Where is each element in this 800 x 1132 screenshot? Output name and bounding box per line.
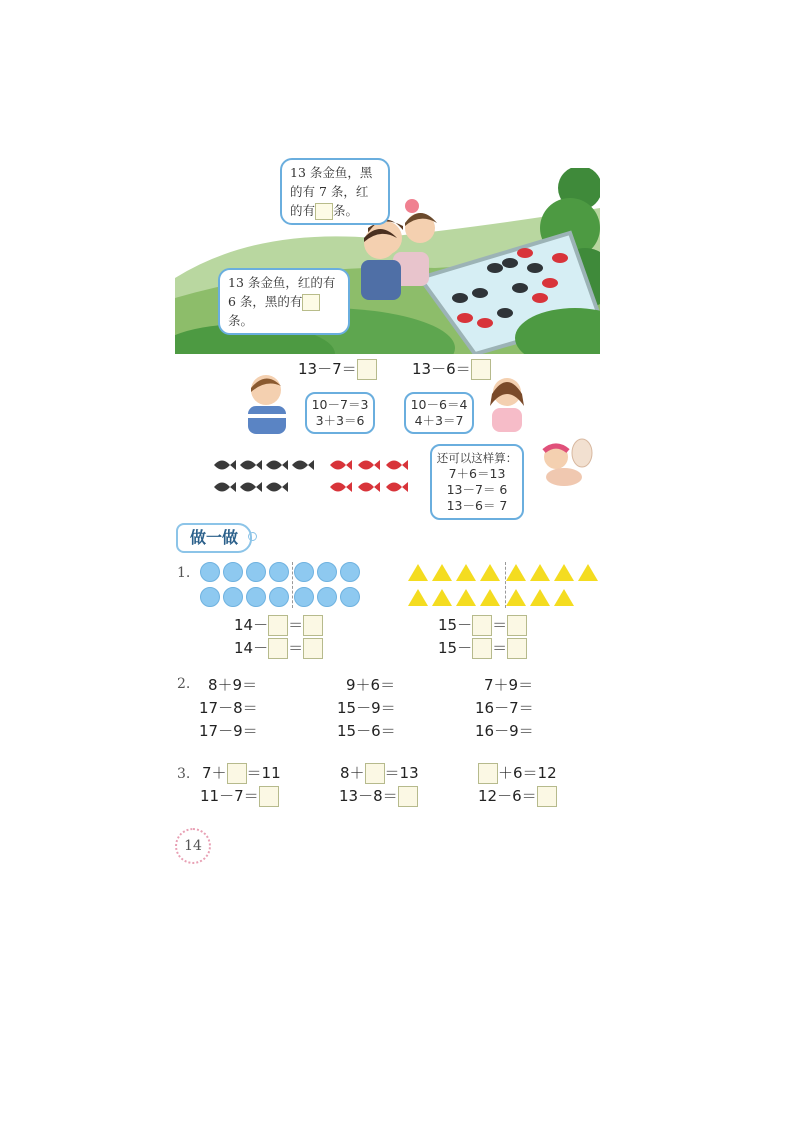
red-fish-group [326,455,416,499]
equation-text: ＝13 [384,764,419,782]
equation-text: 12－6＝ [478,787,537,805]
practice-section-label [176,523,252,553]
bubble-line: 条。 [228,313,254,328]
answer-box[interactable] [398,786,418,807]
bubble-line: 13 条金鱼，红的有 [228,275,336,290]
answer-blank[interactable] [315,203,333,220]
triangle-counter [554,589,574,606]
circle-counter [340,562,360,582]
triangle-counter [506,564,526,581]
circle-counter [294,562,314,582]
exercise-1-right-row-1 [438,614,527,636]
exercise-2-item: 16－7＝ [475,699,534,717]
circle-counter [200,587,220,607]
exercise-2-item: 15－9＝ [337,699,396,717]
equation-text: ＝ [492,616,508,634]
exercise-3-item [478,762,557,784]
exercise-2-item: 17－9＝ [199,722,258,740]
equation-text: 14－ [234,639,269,657]
equation-text: 8＋ [340,764,365,782]
triangle-counter [408,564,428,581]
equation-text: ＝ [492,639,508,657]
circle-counter [269,562,289,582]
exercise-2-item: 7＋9＝ [484,676,534,694]
boy-figure [240,370,296,436]
bubble-line: 6 条，黑的有 [228,294,303,309]
method-line: 13－7＝ 6 [446,482,508,497]
bubble-line: 条。 [333,203,359,218]
example-equation-left [298,358,377,380]
triangle-counter [530,589,550,606]
answer-box[interactable] [507,638,527,659]
triangle-array [408,562,598,608]
triangle-counter [408,589,428,606]
answer-box[interactable] [472,638,492,659]
circle-counter [223,587,243,607]
triangle-counter [456,589,476,606]
method-line: 13－6＝ 7 [446,498,508,513]
triangle-counter [480,564,500,581]
equation-text: 7＋ [202,764,227,782]
exercise-1-left-row-2 [234,637,323,659]
circle-counter [246,587,266,607]
method-line: 3＋3＝6 [315,413,365,428]
method-line: 10－6＝4 [410,397,468,412]
triangle-counter [480,589,500,606]
circle-counter [246,562,266,582]
answer-blank[interactable] [302,294,320,311]
triangle-counter [456,564,476,581]
exercise-1-right-row-2 [438,637,527,659]
answer-box[interactable] [268,615,288,636]
answer-box[interactable] [365,763,385,784]
method-line: 还可以这样算： [436,451,518,465]
circle-counter [340,587,360,607]
black-fish-group [210,455,318,499]
example-equation-right [412,358,491,380]
equation-text: 13－6＝ [412,360,471,378]
answer-box[interactable] [259,786,279,807]
answer-box[interactable] [472,615,492,636]
equation-text: 15－ [438,639,473,657]
exercise-1-number: 1. [177,565,191,581]
equation-text: 13－8＝ [339,787,398,805]
equation-text: ＝11 [246,764,281,782]
equation-text: 13－7＝ [298,360,357,378]
triangle-counter [530,564,550,581]
exercise-3-item [340,762,419,784]
page-number-badge [175,828,211,864]
alternative-method-bubble [430,444,524,520]
answer-box[interactable] [227,763,247,784]
answer-box[interactable] [303,615,323,636]
bubble-line: 的有 7 条，红 [290,184,369,199]
exercise-2-item: 15－6＝ [337,722,396,740]
answer-box[interactable] [537,786,557,807]
method-line: 7＋6＝13 [448,466,506,481]
answer-box[interactable] [303,638,323,659]
circle-counter [223,562,243,582]
girl-figure [482,372,532,434]
boy-speech-bubble [218,268,350,335]
circle-counter [317,587,337,607]
triangle-counter [432,589,452,606]
equation-text: 15－ [438,616,473,634]
girl-method-bubble [404,392,474,434]
section-title: 做一做 [189,528,238,547]
exercise-2-item: 16－9＝ [475,722,534,740]
circle-counter [294,587,314,607]
equation-text: 11－7＝ [200,787,259,805]
boy-method-bubble [305,392,375,434]
section-label-dot [248,532,257,541]
circle-counter [269,587,289,607]
circle-counter [200,562,220,582]
bubble-line: 13 条金鱼，黑 [290,165,373,180]
equation-text: ＋6＝12 [498,764,557,782]
triangle-counter [506,589,526,606]
separator-line [292,562,293,608]
circle-counter [317,562,337,582]
method-line: 4＋3＝7 [414,413,464,428]
equation-text: ＝ [288,639,304,657]
exercise-2-number: 2. [177,676,191,692]
triangle-counter [432,564,452,581]
answer-box[interactable] [507,615,527,636]
triangle-counter [578,564,598,581]
equation-text: 14－ [234,616,269,634]
angel-figure [530,435,595,495]
exercise-3-item [200,785,279,807]
triangle-counter [554,564,574,581]
bubble-line: 的有 [290,203,316,218]
answer-box[interactable] [478,763,498,784]
exercise-3-item [478,785,557,807]
equation-text: ＝ [288,616,304,634]
method-line: 10－7＝3 [311,397,369,412]
exercise-2-item: 8＋9＝ [208,676,258,694]
answer-box[interactable] [268,638,288,659]
page-number: 14 [184,838,202,854]
circle-array [200,562,365,608]
exercise-2-item: 9＋6＝ [346,676,396,694]
exercise-3-item [202,762,281,784]
exercise-1-left-row-1 [234,614,323,636]
exercise-2-item: 17－8＝ [199,699,258,717]
girl-speech-bubble [280,158,390,225]
exercise-3-number: 3. [177,766,191,782]
answer-box[interactable] [357,359,377,380]
separator-line [505,562,506,608]
exercise-3-item [339,785,418,807]
